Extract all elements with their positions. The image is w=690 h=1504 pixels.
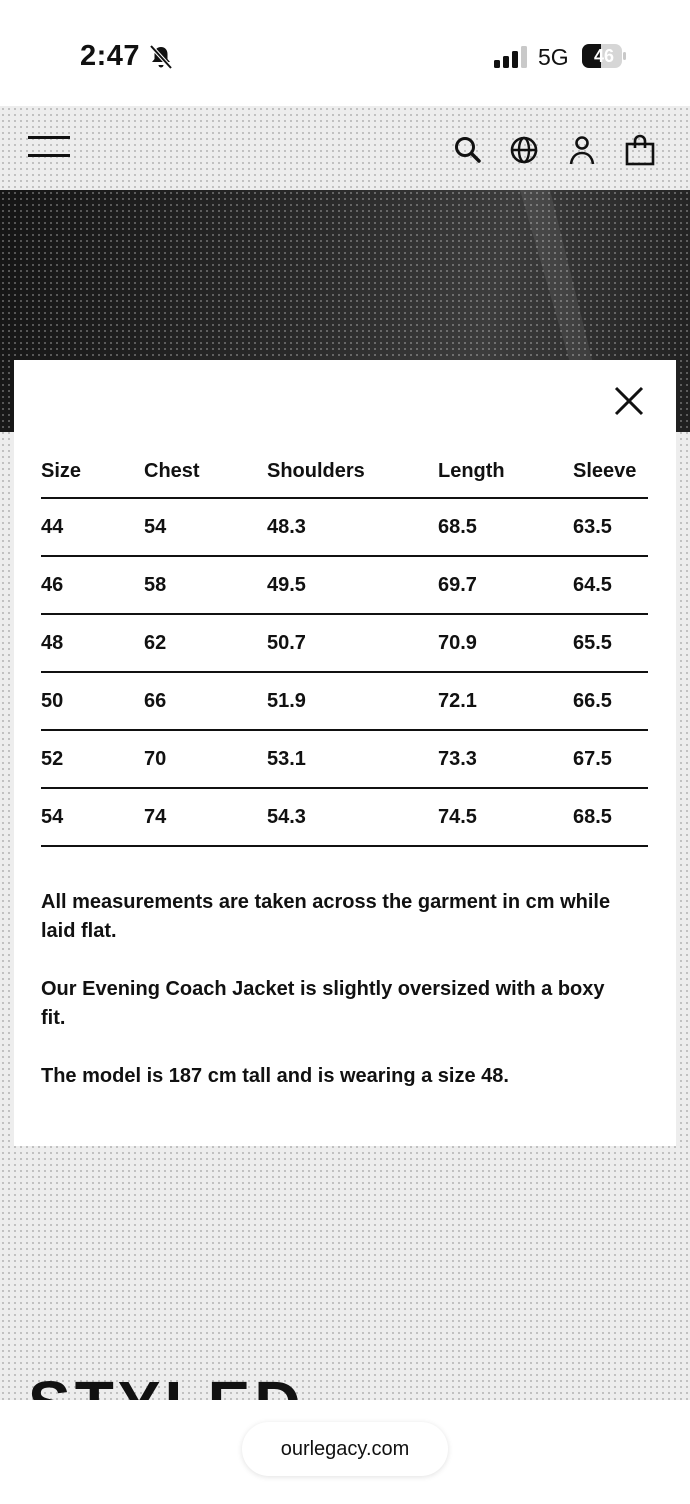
column-header-chest: Chest [144,446,267,498]
table-cell: 64.5 [573,556,648,614]
bell-muted-icon [148,44,174,70]
table-cell: 74 [144,788,267,846]
fit-note: Our Evening Coach Jacket is slightly oversized with a boxy fit. [41,978,605,1029]
address-bar[interactable] [242,1422,448,1476]
size-guide-modal [14,360,676,1146]
table-row [41,614,648,672]
menu-icon[interactable] [28,134,72,160]
column-header-sleeve: Sleeve [573,446,648,498]
styled-with-heading [28,1372,488,1400]
table-cell: 54 [41,788,144,846]
table-cell: 67.5 [573,730,648,788]
network-type: 5G [538,44,569,70]
table-cell: 48 [41,614,144,672]
table-cell: 70.9 [438,614,573,672]
table-cell: 52 [41,730,144,788]
table-cell: 68.5 [573,788,648,846]
status-bar [0,0,690,106]
table-cell: 46 [41,556,144,614]
table-row [41,556,648,614]
table-header-row [41,446,648,498]
table-cell: 70 [144,730,267,788]
column-header-length: Length [438,446,573,498]
status-time: 2:47 [80,40,141,72]
table-cell: 49.5 [267,556,438,614]
table-cell: 74.5 [438,788,573,846]
model-note: The model is 187 cm tall and is wearing a size 48. [41,1065,509,1087]
table-cell: 63.5 [573,498,648,556]
table-cell: 69.7 [438,556,573,614]
table-cell: 66 [144,672,267,730]
table-cell: 73.3 [438,730,573,788]
column-header-size: Size [41,446,144,498]
column-header-shoulders: Shoulders [267,446,438,498]
battery-level: 46 [593,46,615,66]
size-chart-table [41,446,648,847]
bag-icon[interactable] [624,134,656,166]
table-cell: 66.5 [573,672,648,730]
address-bar-url: ourlegacy.com [280,1438,410,1460]
table-cell: 44 [41,498,144,556]
size-notes [41,888,631,1120]
close-icon[interactable] [612,384,646,418]
measurement-note: All measurements are taken across the garment in cm while laid flat. [41,891,611,942]
table-cell: 72.1 [438,672,573,730]
table-row [41,672,648,730]
table-cell: 50 [41,672,144,730]
table-cell: 58 [144,556,267,614]
table-row [41,730,648,788]
table-cell: 50.7 [267,614,438,672]
table-cell: 53.1 [267,730,438,788]
table-row [41,498,648,556]
signal-icon [494,46,528,68]
table-row [41,788,648,846]
table-cell: 68.5 [438,498,573,556]
table-cell: 54.3 [267,788,438,846]
table-cell: 54 [144,498,267,556]
globe-icon[interactable] [508,134,540,166]
table-cell: 51.9 [267,672,438,730]
search-icon[interactable] [452,134,484,166]
table-cell: 62 [144,614,267,672]
table-cell: 65.5 [573,614,648,672]
account-icon[interactable] [566,134,598,166]
table-cell: 48.3 [267,498,438,556]
